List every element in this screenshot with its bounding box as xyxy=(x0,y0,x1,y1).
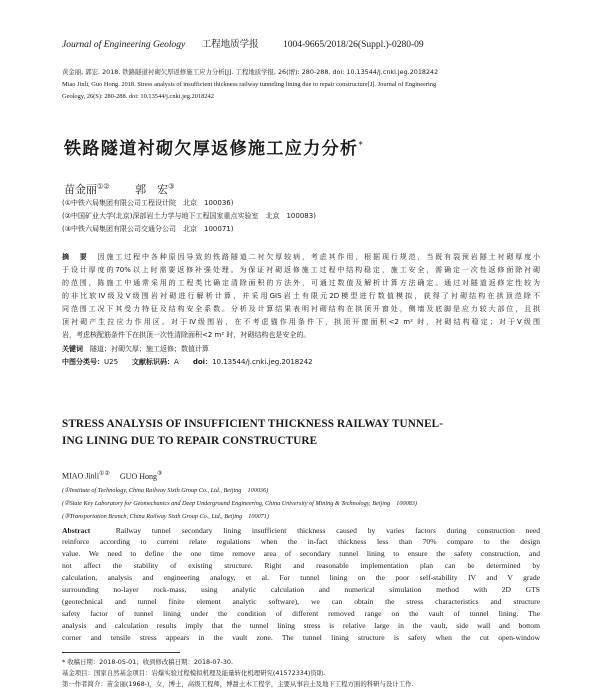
abstract-cn-line: 于设计厚度的70%以上时需要返修补强处理。为保证衬砌返修施工过程中结构稳定，施工安全，需确定一次性返修面除衬砌 xyxy=(62,266,540,274)
abstract-cn-line: 同范围工况下其受力特征及结构安全系数。分析及计算结果表明衬砌结构在拱顶开窗处，侧墙及底脚是应力较大部位，且拱 xyxy=(62,305,540,313)
abstract-en-line: Abstract Railway tunnel secondary lining insufficient thickness caused by varies factors during construction need xyxy=(62,526,540,535)
affiliation-en-2: (②State Key Laboratory for Geomechanics and Deep Underground Engineering, China University of Mining & Technology, Beijing 100083) xyxy=(62,500,417,507)
authors-cn: 苗金丽①② 郭 宏③ xyxy=(64,182,175,196)
journal-name-cn: 工程地质学报 xyxy=(201,39,259,50)
abstract-en-label: Abstract xyxy=(62,526,91,535)
footnote-funding: 基金项目：国家自然基金项目：岩爆实验过程模拟机理及能量转化机理研究(41572334)资助. xyxy=(62,669,326,677)
affiliation-cn-2: (②中国矿业大学(北京)深部岩土力学与地下工程国家重点实验室 北京 100083) xyxy=(62,212,316,220)
abstract-cn-line: 顶衬砌产生拉应力作用区。对于IV级围岩，在不考虑锚作用条件下，拱顶开窗面积<2 m² 时，衬砌结构稳定；对于V级围 xyxy=(62,318,540,326)
abstract-en-line: value. We need to define the one time remove area of secondary tunnel lining to ensure the safety construction, and xyxy=(62,549,540,558)
issn-line: 1004-9665/2018/26(Suppl.)-0280-09 xyxy=(282,40,424,50)
affiliation-cn-3: (③中铁六局集团有限公司交通分公司 北京 100071) xyxy=(62,225,234,233)
abstract-en-line: analysis and calculation results imply that the tunnel lining stress is relative large in the vault, side wall and bottom xyxy=(62,621,540,630)
affiliation-en-1: (①Institute of Technology, China Railway Sixth Group Co., Ltd., Beijing 100036) xyxy=(62,487,269,494)
author-cn-1: 苗金丽 xyxy=(64,183,97,196)
abstract-en-line: surrounding no-layer rock-mass, using analytic calculation and numerical simulation method with 2D GTS xyxy=(62,585,540,594)
abstract-en-line: safety factor of tunnel lining under the condition of different removed range on the vault of tunnel lining. The xyxy=(62,609,540,618)
footnote-received: * 收稿日期：2018-05-01；收到修改稿日期：2018-07-30. xyxy=(62,658,234,666)
abstract-cn-line: 摘 要 因施工过程中各种原因导致的铁路隧道二衬欠厚较病，考虑其作用，根据现行规范，当既有裂预岩隧土衬砌厚度小 xyxy=(62,253,540,261)
author-en-2: GUO Hong xyxy=(119,471,157,481)
authors-en: MIAO Jinli①② GUO Hong③ xyxy=(62,471,163,481)
footnote-author: 第一作者简介：苗金丽(1968-)，女，博士，高级工程师，博甜土木工程学，主要从事岩土及地下工程方面的科研与设计工作. xyxy=(62,680,414,688)
affiliation-cn-1: (①中铁六局集团有限公司工程设计院 北京 100036) xyxy=(62,199,234,207)
keywords-cn: 关键词 隧道；衬砌欠厚；施工返修；数值计算 xyxy=(62,345,209,353)
author-cn-2: 郭 宏 xyxy=(135,183,169,196)
abstract-cn-label: 摘 要 xyxy=(62,253,89,261)
abstract-cn-line: 的范围，陈施工中通常采用的工程类比确定清除面积的方法外，可通过数值及解析计算方法确定。通过对隧道返修定性较为 xyxy=(62,279,540,287)
title-footnote-mark: * xyxy=(358,140,365,151)
citation-en-line-1: Miao Jinli, Guo Hong. 2018. Stress analysis of insufficient thickness railway tunneling lining due to repair constructure[J]. Journal of Engineering xyxy=(62,81,437,88)
abstract-en-line: reinforce according to current relate regulations when the in-fact thickness less than 70% compare to the design xyxy=(62,537,540,546)
title-cn: 铁路隧道衬砌欠厚返修施工应力分析* xyxy=(64,139,365,159)
abstract-en-line: (geotechnical and tunnel finite element analytic software), we can obtain the stress characteristics and structure xyxy=(62,597,540,606)
citation-cn: 黄金丽, 郭宏. 2018. 铁路隧道衬砌欠厚返修施工应力分析[J]. 工程地质学报, 26(增): 280-288. doi: 10.13544/j.cnki.jeg.2018242 xyxy=(62,68,439,76)
abstract-cn-line: 岩，考虑核配筋条件下在拱顶一次性清除面积<2 m² 时，衬砌结构也是安全的。 xyxy=(62,331,311,339)
abstract-en-line: calculation, analysis and engineering analogy, et al. For tunnel lining on the poor self-stability IV and V grade xyxy=(62,573,540,582)
title-en-line-2: ING LINING DUE TO REPAIR CONSTRUCTURE xyxy=(62,435,318,447)
abstract-cn-line: 的非比软IV级及V级围岩衬砌进行解析计算，并采用GIS岩土有限元2D模型进行数值模拟，获得了衬砌结构在拱顶范除不 xyxy=(62,292,540,300)
running-header xyxy=(62,36,562,50)
author-en-1: MIAO Jinli xyxy=(62,471,100,481)
citation-en-line-2: Geology, 26(S): 280-288. doi: 10.13544/j.cnki.jeg.2018242 xyxy=(62,93,214,100)
footnote-divider xyxy=(62,652,180,653)
abstract-en-line: corner and tensile stress appears in the vault zone. The tunnel lining structure is safety when the cut open-window xyxy=(62,633,540,642)
classification-line: 中图分类号：U25 文献标识码：A doi：10.13544/j.cnki.jeg.2018242 xyxy=(62,358,313,366)
journal-name: Journal of Engineering Geology xyxy=(62,40,186,50)
abstract-en-line: not affect the stability of existing structure. Right and reasonable implementation plan can be determined by xyxy=(62,561,540,570)
affiliation-en-3: (③Transportation Branch, China Railway Sixth Group Co., Ltd., Beijing 100071) xyxy=(62,513,269,520)
title-en-line-1: STRESS ANALYSIS OF INSUFFICIENT THICKNESS RAILWAY TUNNEL- xyxy=(62,418,444,430)
